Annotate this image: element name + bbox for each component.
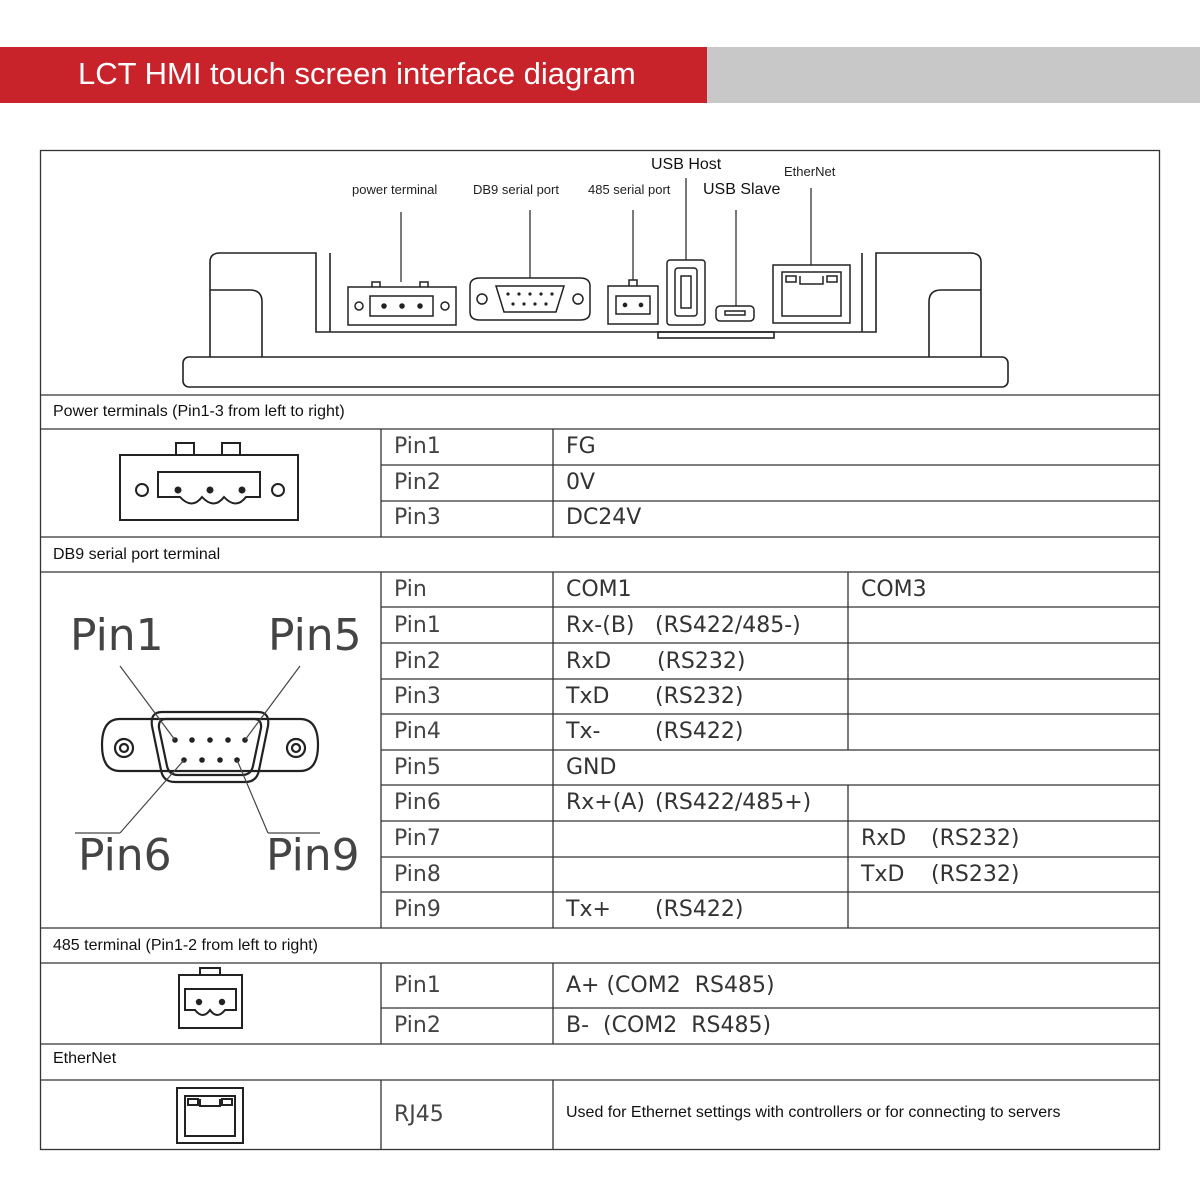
usb-host-port-icon: [667, 260, 705, 325]
db9-row-pin1-com1-standard: (RS422/485-): [655, 613, 801, 638]
db9-row-pin7-com3-standard: (RS232): [931, 826, 1020, 851]
db9-section-heading: DB9 serial port terminal: [53, 546, 221, 563]
power-terminal-drawing: [120, 443, 298, 520]
db9-callout-pin5: Pin5: [268, 610, 362, 661]
rs485-pin2-value: B- (COM2 RS485): [566, 1013, 772, 1038]
db9-row-pin4: Pin4: [394, 719, 441, 744]
ethernet-port-label: EtherNet: [784, 164, 836, 179]
usb-host-label: USB Host: [651, 156, 722, 173]
db9-row-pin9: Pin9: [394, 897, 441, 922]
db9-row-pin1: Pin1: [394, 613, 441, 638]
db9-row-pin2-com1-standard: (RS232): [657, 649, 746, 674]
power-section-heading: Power terminals (Pin1-3 from left to right): [53, 403, 345, 420]
db9-row-pin6: Pin6: [394, 790, 441, 815]
device-power-connector-icon: [348, 282, 456, 325]
db9-row-pin5: Pin5: [394, 755, 441, 780]
db9-row-pin2: Pin2: [394, 649, 441, 674]
rj45-drawing: [177, 1088, 243, 1143]
db9-connector-drawing: [102, 712, 318, 782]
db9-row-pin3-com1-standard: (RS232): [655, 684, 744, 709]
power-pin1: Pin1: [394, 434, 441, 459]
db9-row-pin4-com1-signal: Tx-: [566, 719, 601, 744]
db9-callout-lines: [75, 666, 320, 833]
rs485-pin1: Pin1: [394, 973, 441, 998]
rs485-section-heading: 485 terminal (Pin1-2 from left to right): [53, 937, 318, 954]
db9-callout-pin9: Pin9: [266, 830, 360, 881]
db9-row-pin7: Pin7: [394, 826, 441, 851]
rs485-pin1-value: A+ (COM2 RS485): [566, 973, 775, 998]
db9-row-pin4-com1-standard: (RS422): [655, 719, 744, 744]
power-pin2: Pin2: [394, 470, 441, 495]
db9-row-pin8-com3-signal: TxD: [861, 862, 905, 887]
device-485-connector-icon: [608, 280, 658, 324]
db9-row-pin8-com3-standard: (RS232): [931, 862, 1020, 887]
usb-slave-port-icon: [716, 306, 754, 321]
rs485-port-label: 485 serial port: [588, 182, 671, 197]
db9-row-pin7-com3-signal: RxD: [861, 826, 907, 851]
db9-callout-pin1: Pin1: [70, 610, 164, 661]
power-pin1-value: FG: [566, 434, 596, 459]
db9-row-pin6-com1-signal: Rx+(A): [566, 790, 645, 815]
db9-row-pin2-com1-signal: RxD: [566, 649, 612, 674]
db9-callout-pin6: Pin6: [78, 830, 172, 881]
db9-header-com3: COM3: [861, 577, 927, 602]
rs485-pin2: Pin2: [394, 1013, 441, 1038]
ethernet-pin-rj45: RJ45: [394, 1102, 444, 1127]
db9-row-pin3-com1-signal: TxD: [566, 684, 610, 709]
page-title: LCT HMI touch screen interface diagram: [78, 56, 636, 91]
db9-row-pin9-com1-standard: (RS422): [655, 897, 744, 922]
power-pin3: Pin3: [394, 505, 441, 530]
device-ethernet-port-icon: [773, 265, 850, 323]
db9-row-pin9-com1-signal: Tx+: [566, 897, 611, 922]
db9-port-label: DB9 serial port: [473, 182, 559, 197]
device-db9-connector-icon: [470, 278, 590, 320]
db9-row-pin3: Pin3: [394, 684, 441, 709]
db9-row-pin5-com1-signal: GND: [566, 755, 617, 780]
db9-header-com1: COM1: [566, 577, 632, 602]
power-pin2-value: 0V: [566, 470, 596, 495]
rs485-terminal-drawing: [179, 968, 242, 1028]
ethernet-section-heading: EtherNet: [53, 1050, 117, 1067]
db9-pins: [172, 737, 248, 763]
power-terminal-label: power terminal: [352, 182, 438, 197]
usb-slave-label: USB Slave: [703, 181, 781, 198]
db9-row-pin1-com1-signal: Rx-(B): [566, 613, 635, 638]
db9-row-pin6-com1-standard: (RS422/485+): [655, 790, 812, 815]
ethernet-description: Used for Ethernet settings with controllers or for connecting to servers: [566, 1104, 1061, 1121]
power-pin3-value: DC24V: [566, 505, 642, 530]
db9-header-pin: Pin: [394, 577, 427, 602]
hmi-device-drawing: [183, 253, 1008, 387]
db9-row-pin8: Pin8: [394, 862, 441, 887]
